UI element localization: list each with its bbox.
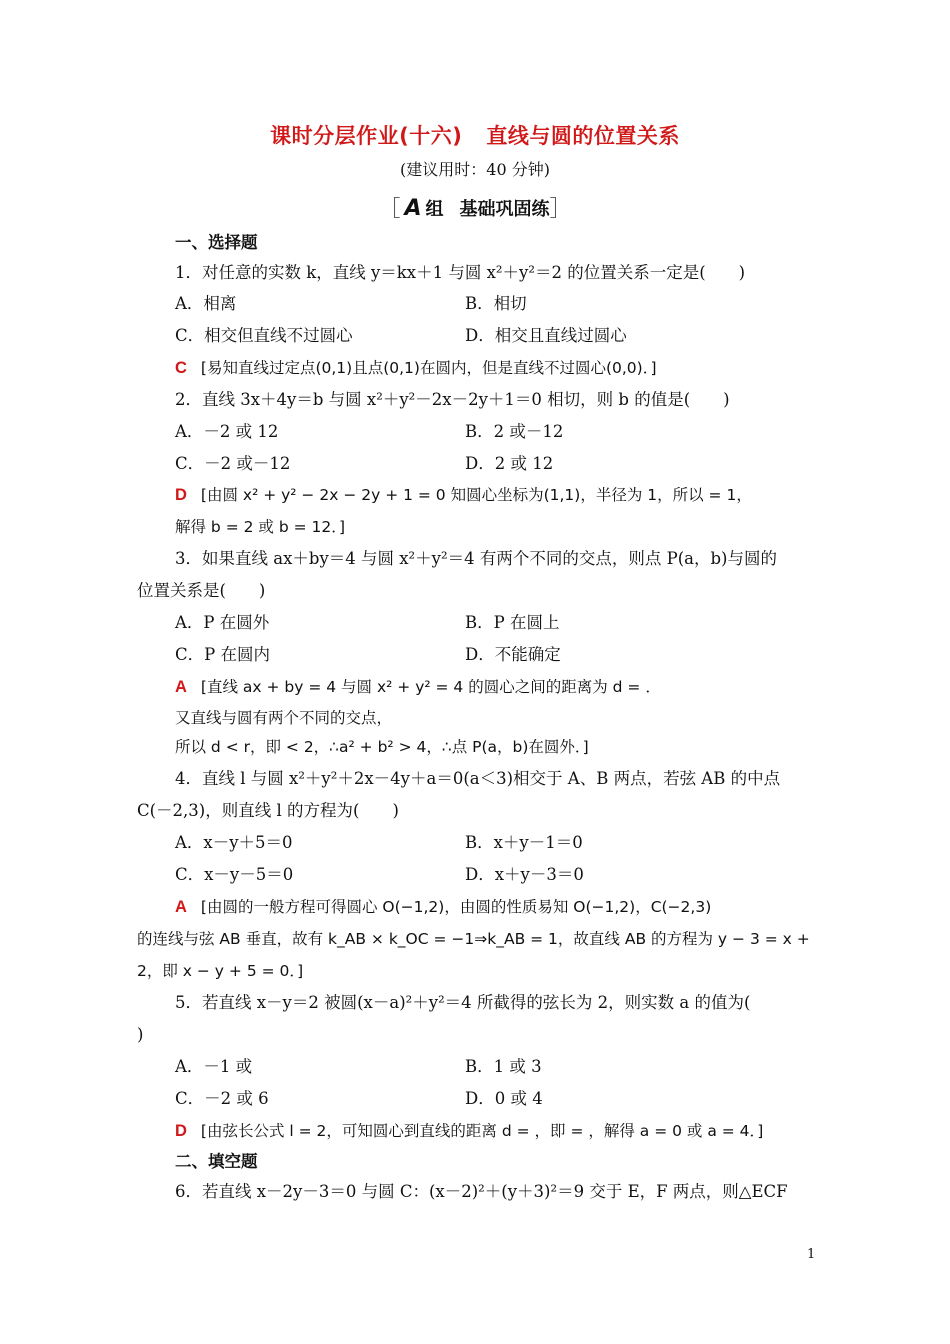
q4-option-d: D．x＋y－3＝0 bbox=[465, 865, 584, 884]
q1-option-d: D．相交且直线过圆心 bbox=[465, 326, 627, 345]
q4-option-a: A．x－y＋5＝0 bbox=[175, 833, 293, 852]
q4-option-b: B．x＋y－1＝0 bbox=[465, 833, 583, 852]
q5-option-d: D．0 或 4 bbox=[465, 1089, 543, 1108]
q5-option-c: C．－2 或 6 bbox=[175, 1089, 269, 1108]
q3-answer: A bbox=[175, 678, 187, 696]
q5-stem-2: ) bbox=[137, 1025, 144, 1044]
q3-solution bbox=[175, 675, 661, 699]
q5-solution-text: [由弦长公式 l = 2，可知圆心到直线的距离 d = ，即 = ，解得 a = 0 或 a = 4．] bbox=[200, 1122, 764, 1140]
q3-solution-text-1: [直线 ax + by = 4 与圆 x² + y² = 4 的圆心之间的距离为 d = ． bbox=[200, 678, 661, 696]
q3-stem-1: 3．如果直线 ax＋by＝4 与圆 x²＋y²＝4 有两个不同的交点，则点 P(a，b)与圆的 bbox=[175, 549, 777, 568]
group-letter: A bbox=[404, 196, 422, 221]
q4-solution-text-2: 的连线与弦 AB 垂直，故有 k_AB × k_OC = −1⇒k_AB = 1，故直线 AB 的方程为 y − 3 = x + bbox=[137, 930, 810, 948]
q4-stem-1: 4．直线 l 与圆 x²＋y²＋2x－4y＋a＝0(a＜3)相交于 A、B 两点，若弦 AB 的中点 bbox=[175, 769, 781, 788]
q4-stem-2: C(－2,3)，则直线 l 的方程为( ) bbox=[137, 801, 399, 820]
page-number: 1 bbox=[807, 1247, 816, 1262]
q1-option-a: A．相离 bbox=[175, 294, 237, 313]
q3-stem-2: 位置关系是( ) bbox=[137, 581, 266, 600]
page-title bbox=[0, 120, 950, 150]
q2-stem: 2．直线 3x＋4y＝b 与圆 x²＋y²－2x－2y＋1＝0 相切，则 b 的值是( ) bbox=[175, 390, 730, 409]
q2-solution bbox=[175, 483, 752, 507]
q2-answer: D bbox=[175, 486, 187, 504]
section-choice: 一、选择题 bbox=[175, 233, 258, 252]
suggested-time: (建议用时：40 分钟) bbox=[400, 160, 550, 179]
q3-option-b: B．P 在圆上 bbox=[465, 613, 560, 632]
q3-option-a: A．P 在圆外 bbox=[175, 613, 270, 632]
q3-option-d: D．不能确定 bbox=[465, 645, 561, 664]
q2-solution-text-1: [由圆 x² + y² − 2x − 2y + 1 = 0 知圆心坐标为(1,1)，半径为 1，所以 = 1， bbox=[200, 486, 752, 504]
group-heading bbox=[0, 192, 950, 223]
q2-option-b: B．2 或－12 bbox=[465, 422, 564, 441]
group-bracket-right: ］ bbox=[549, 197, 572, 222]
q4-solution-text-3: 2，即 x − y + 5 = 0．] bbox=[137, 962, 304, 980]
q3-solution-text-3: 所以 d < r，即 < 2，∴a² + b² > 4，∴点 P(a，b)在圆外．] bbox=[175, 738, 589, 756]
title-right: 直线与圆的位置关系 bbox=[486, 124, 680, 148]
q1-solution-text: [易知直线过定点(0,1)且点(0,1)在圆内，但是直线不过圆心(0,0)．] bbox=[200, 359, 657, 377]
q5-stem-1: 5．若直线 x－y＝2 被圆(x－a)²＋y²＝4 所截得的弦长为 2，则实数 a 的值为( bbox=[175, 993, 751, 1012]
q3-option-c: C．P 在圆内 bbox=[175, 645, 270, 664]
q4-answer: A bbox=[175, 898, 187, 916]
q2-option-d: D．2 或 12 bbox=[465, 454, 554, 473]
section-fill: 二、填空题 bbox=[175, 1152, 258, 1171]
q5-answer: D bbox=[175, 1122, 187, 1140]
q5-option-a: A．－1 或 bbox=[175, 1057, 253, 1076]
q1-option-c: C．相交但直线不过圆心 bbox=[175, 326, 353, 345]
title-left: 课时分层作业(十六) bbox=[270, 124, 463, 148]
q2-option-a: A．－2 或 12 bbox=[175, 422, 279, 441]
q5-option-b: B．1 或 3 bbox=[465, 1057, 542, 1076]
group-bracket-left: ［ bbox=[378, 197, 401, 222]
q4-solution bbox=[175, 895, 711, 919]
group-label: 组 bbox=[425, 199, 444, 220]
q6-stem: 6．若直线 x－2y－3＝0 与圆 C：(x－2)²＋(y＋3)²＝9 交于 E，F 两点，则△ECF bbox=[175, 1182, 788, 1201]
q1-answer: C bbox=[175, 359, 187, 377]
q4-solution-text-1: [由圆的一般方程可得圆心 O(−1,2)，由圆的性质易知 O(−1,2)，C(−2,3) bbox=[200, 898, 712, 916]
q1-option-b: B．相切 bbox=[465, 294, 527, 313]
group-name: 基础巩固练 bbox=[459, 199, 550, 220]
q3-solution-text-2: 又直线与圆有两个不同的交点， bbox=[175, 709, 393, 727]
q1-solution bbox=[175, 356, 657, 380]
q1-stem: 1．对任意的实数 k，直线 y＝kx＋1 与圆 x²＋y²＝2 的位置关系一定是( ) bbox=[175, 263, 746, 282]
q2-option-c: C．－2 或－12 bbox=[175, 454, 291, 473]
q4-option-c: C．x－y－5＝0 bbox=[175, 865, 294, 884]
q2-solution-text-2: 解得 b = 2 或 b = 12．] bbox=[175, 518, 346, 536]
q5-solution bbox=[175, 1119, 763, 1143]
